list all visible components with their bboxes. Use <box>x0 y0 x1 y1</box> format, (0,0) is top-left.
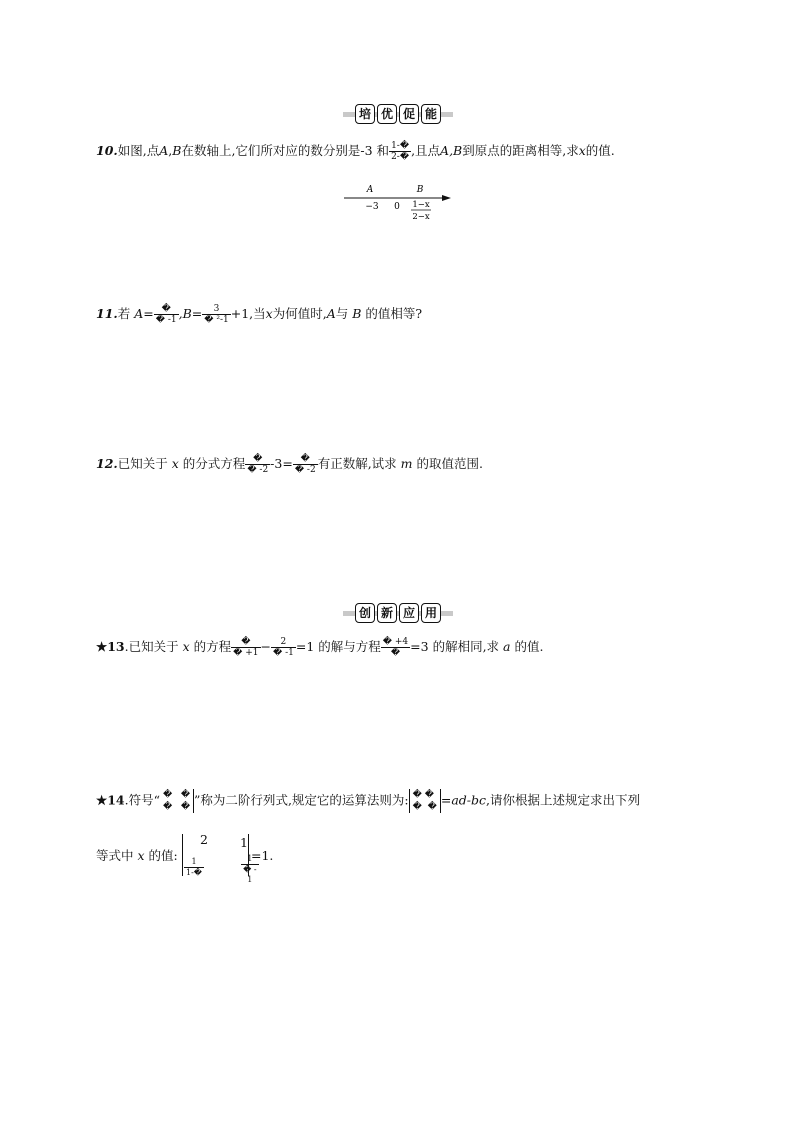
q14-text: ,请你根据上述规定求出下列 <box>486 792 640 808</box>
tick-a: −3 <box>365 202 379 212</box>
determinant-entry: 1 <box>240 835 248 850</box>
tick-b-num: 1−x <box>412 200 430 210</box>
question-number: ★13 <box>96 639 125 654</box>
determinant-fraction <box>184 857 204 878</box>
section-banner-2 <box>343 603 453 623</box>
q11-var: A= <box>134 306 154 321</box>
q14-var: x <box>137 848 145 863</box>
fraction-numerator: � +4 <box>382 637 409 647</box>
q14-determinant <box>182 830 257 884</box>
question-number: 12. <box>96 456 118 471</box>
banner-char: 培 <box>355 104 375 124</box>
q10-text: ,且点 <box>411 143 441 158</box>
question-number: ★14 <box>96 792 125 808</box>
q14-text: 的值: <box>148 848 178 863</box>
q14-rule: ad-bc <box>451 792 486 808</box>
q14-text: = <box>440 792 452 808</box>
fraction-numerator: 1 <box>247 854 253 863</box>
q11-var: A <box>326 306 336 321</box>
question-number: 10. <box>96 143 118 158</box>
q13-text: 的值. <box>514 639 544 654</box>
banner-char: 促 <box>399 104 419 124</box>
q14-text: ”称为二阶行列式,规定它的运算法则为: <box>194 792 409 808</box>
determinant-symbol <box>160 789 194 813</box>
fraction-denominator: � -2 <box>247 465 269 475</box>
question-13 <box>96 637 543 658</box>
banner-char: 新 <box>377 603 397 623</box>
q10-text: 在数轴上,它们所对应的数分别是-3 和 <box>181 143 390 158</box>
fraction-numerator: � <box>253 454 263 464</box>
q13-text: =1 <box>295 639 315 654</box>
q10-var: x <box>578 143 586 158</box>
fraction-denominator: � <box>381 647 410 658</box>
q14-text: 等式中 <box>96 848 134 863</box>
banner-char: 创 <box>355 603 375 623</box>
q12-text: 已知关于 <box>117 456 168 471</box>
q10-var: A,B <box>440 143 463 158</box>
q13-text: − <box>260 639 271 654</box>
fraction-denominator: 2-� <box>391 152 410 162</box>
matrix-entry: � <box>412 790 422 800</box>
fraction-numerator: 1 <box>191 857 197 866</box>
q12-fraction <box>293 454 318 475</box>
determinant-left-bar <box>182 834 183 876</box>
q14-result: =1. <box>251 848 274 863</box>
q10-text: 如图,点 <box>117 143 160 158</box>
q13-fraction <box>231 637 260 658</box>
q13-text: 的方程 <box>193 639 232 654</box>
q11-var: B <box>352 306 362 321</box>
q12-fraction <box>245 454 270 475</box>
q13-text: .已知关于 <box>124 639 179 654</box>
fraction-numerator: � <box>300 454 310 464</box>
matrix-entry: � <box>427 802 437 812</box>
matrix-entry: � <box>162 802 173 812</box>
q12-text: 的取值范围. <box>416 456 483 471</box>
q11-text: 若 <box>117 306 131 321</box>
matrix-entry: � <box>424 790 434 800</box>
q13-fraction <box>271 637 296 658</box>
q12-text: 有正数解,试求 <box>317 456 397 471</box>
fraction-numerator: � <box>241 637 251 647</box>
banner-char: 用 <box>421 603 441 623</box>
matrix-entry: � <box>162 790 173 800</box>
q11-var: ,B= <box>178 306 203 321</box>
q11-var: x <box>265 306 273 321</box>
fraction-denominator-2: 1 <box>247 875 253 884</box>
fraction-denominator: � -2 <box>294 465 316 475</box>
q11-text: +1, <box>230 306 254 321</box>
fraction-denominator: � ²-1 <box>204 315 229 325</box>
q13-text: =3 <box>410 639 429 654</box>
q13-text: 的解相同,求 <box>432 639 500 654</box>
question-14-line-2 <box>96 848 178 864</box>
q10-text: 到原点的距离相等,求 <box>462 143 579 158</box>
fraction-denominator: � +1 <box>233 648 259 658</box>
q12-text: 的分式方程 <box>182 456 246 471</box>
question-14 <box>96 789 640 813</box>
q13-fraction <box>381 637 410 658</box>
determinant-rule <box>409 789 441 813</box>
question-11 <box>96 304 422 325</box>
question-number: 11. <box>96 306 118 321</box>
fraction-numerator: 1-� <box>391 141 410 151</box>
q10-var: A <box>159 143 169 158</box>
q10-text: 的值. <box>585 143 615 158</box>
q11-fraction <box>154 304 179 325</box>
q13-var: x <box>182 639 190 654</box>
question-12 <box>96 454 483 475</box>
q11-text: 为何值时, <box>272 306 327 321</box>
q11-text: 当 <box>253 306 266 321</box>
tick-o: 0 <box>394 202 400 212</box>
question-10 <box>96 141 615 162</box>
q13-var: a <box>503 639 511 654</box>
q10-var: B <box>172 143 182 158</box>
matrix-entry: � <box>180 802 191 812</box>
q12-text: -3= <box>270 456 293 471</box>
fraction-numerator: 2 <box>280 637 287 647</box>
q10-text: , <box>168 143 173 158</box>
matrix-entry: � <box>412 802 422 812</box>
label-a: A <box>366 185 374 195</box>
fraction-denominator: � -1 <box>272 648 294 658</box>
q12-var: x <box>171 456 179 471</box>
fraction-denominator: � -1 <box>155 315 177 325</box>
banner-char: 优 <box>377 104 397 124</box>
fraction-denominator: � - <box>243 865 257 874</box>
q10-fraction <box>389 141 411 162</box>
q12-var: m <box>400 456 413 471</box>
label-b: B <box>416 185 424 195</box>
fraction-denominator: 1-� <box>186 868 202 877</box>
q13-text: 的解与方程 <box>318 639 381 654</box>
q11-text: 的值相等? <box>365 306 423 321</box>
q11-text: 与 <box>335 306 349 321</box>
fraction-numerator: 3 <box>213 304 220 314</box>
banner-char: 应 <box>399 603 419 623</box>
determinant-entry: 2 <box>200 832 208 847</box>
q11-fraction <box>202 304 230 325</box>
section-banner-1 <box>343 104 453 124</box>
tick-b-den: 2−x <box>412 212 430 222</box>
number-line <box>340 180 460 228</box>
banner-char: 能 <box>421 104 441 124</box>
q14-text: .符号“ <box>124 792 160 808</box>
fraction-numerator: � <box>161 304 171 314</box>
matrix-entry: � <box>180 790 191 800</box>
